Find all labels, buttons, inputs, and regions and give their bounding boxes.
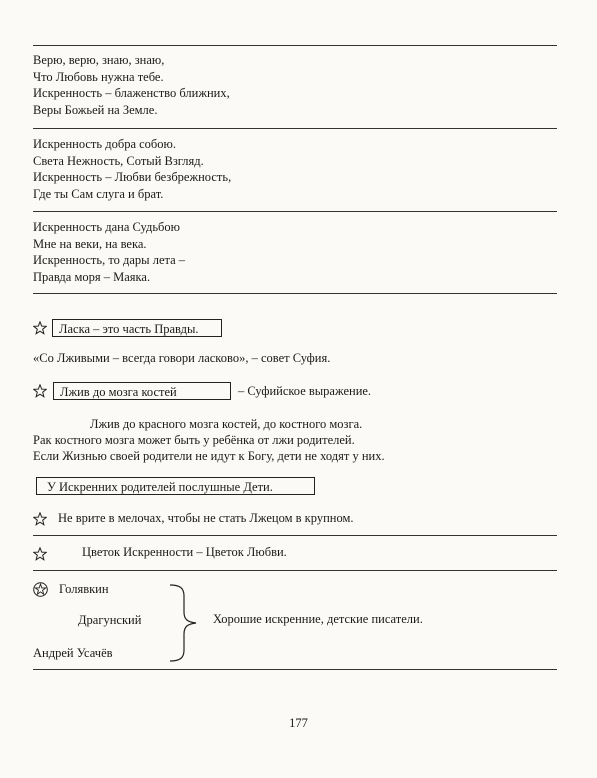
sufi-advice-text: «Со Лживыми – всегда говори ласково», – совет Суфия.: [33, 351, 331, 365]
lzhiv-line: Если Жизнью своей родители не идут к Богу, дети не ходят у них.: [33, 449, 385, 463]
divider-line: [33, 293, 557, 294]
divider-line: [33, 535, 557, 536]
poem-stanza-1: [33, 52, 230, 118]
poem-stanza-2: [33, 136, 231, 202]
flower-text: Цветок Искренности – Цветок Любви.: [82, 545, 287, 559]
page-number: 177: [289, 716, 308, 730]
poem-line: Искренность, то дары лета –: [33, 253, 186, 267]
poem-line: Что Любовь нужна тебе.: [33, 69, 164, 84]
poem-line: Света Нежность, Сотый Взгляд.: [33, 153, 204, 168]
lzhiv-line: Рак костного мозга может быть у ребёнка от лжи родителей.: [33, 433, 355, 447]
divider-line: [33, 570, 557, 571]
star-icon: [33, 547, 47, 561]
lzhiv-suffix-text: – Суфийское выражение.: [238, 384, 372, 398]
lzhiv-line: Лжив до красного мозга костей, до костного мозга.: [90, 417, 363, 431]
laska-box: Ласка – это часть Правды.: [52, 319, 222, 337]
writer-name: Драгунский: [78, 613, 142, 627]
writers-caption: Хорошие искренние, детские писатели.: [213, 612, 423, 626]
divider-line: [33, 128, 557, 129]
trifles-text: Не врите в мелочах, чтобы не стать Лжецом в крупном.: [58, 511, 354, 525]
divider-line: [33, 45, 557, 46]
brace-icon: [166, 582, 202, 664]
poem-line: Где ты Сам слуга и брат.: [33, 186, 164, 201]
parents-box: У Искренних родителей послушные Дети.: [36, 477, 315, 495]
poem-line: Мне на веки, на века.: [33, 236, 147, 251]
star-in-circle-icon: [33, 582, 48, 597]
poem-line: Правда моря – Маяка.: [33, 269, 151, 284]
star-icon: [33, 321, 47, 335]
poem-stanza-3: [33, 219, 185, 285]
writer-name: Андрей Усачёв: [33, 646, 113, 660]
star-icon: [33, 512, 47, 526]
poem-line: Искренность – Любви безбрежность,: [33, 170, 232, 184]
lzhiv-box: Лжив до мозга костей: [53, 382, 231, 400]
writer-name: Голявкин: [59, 582, 109, 596]
poem-line: Искренность – блаженство ближних,: [33, 86, 230, 100]
poem-line: Верю, верю, знаю, знаю,: [33, 53, 165, 67]
star-icon: [33, 384, 47, 398]
poem-line: Искренность дана Судьбою: [33, 220, 180, 234]
divider-line: [33, 669, 557, 670]
poem-line: Веры Божьей на Земле.: [33, 102, 158, 117]
divider-line: [33, 211, 557, 212]
poem-line: Искренность добра собою.: [33, 137, 176, 151]
